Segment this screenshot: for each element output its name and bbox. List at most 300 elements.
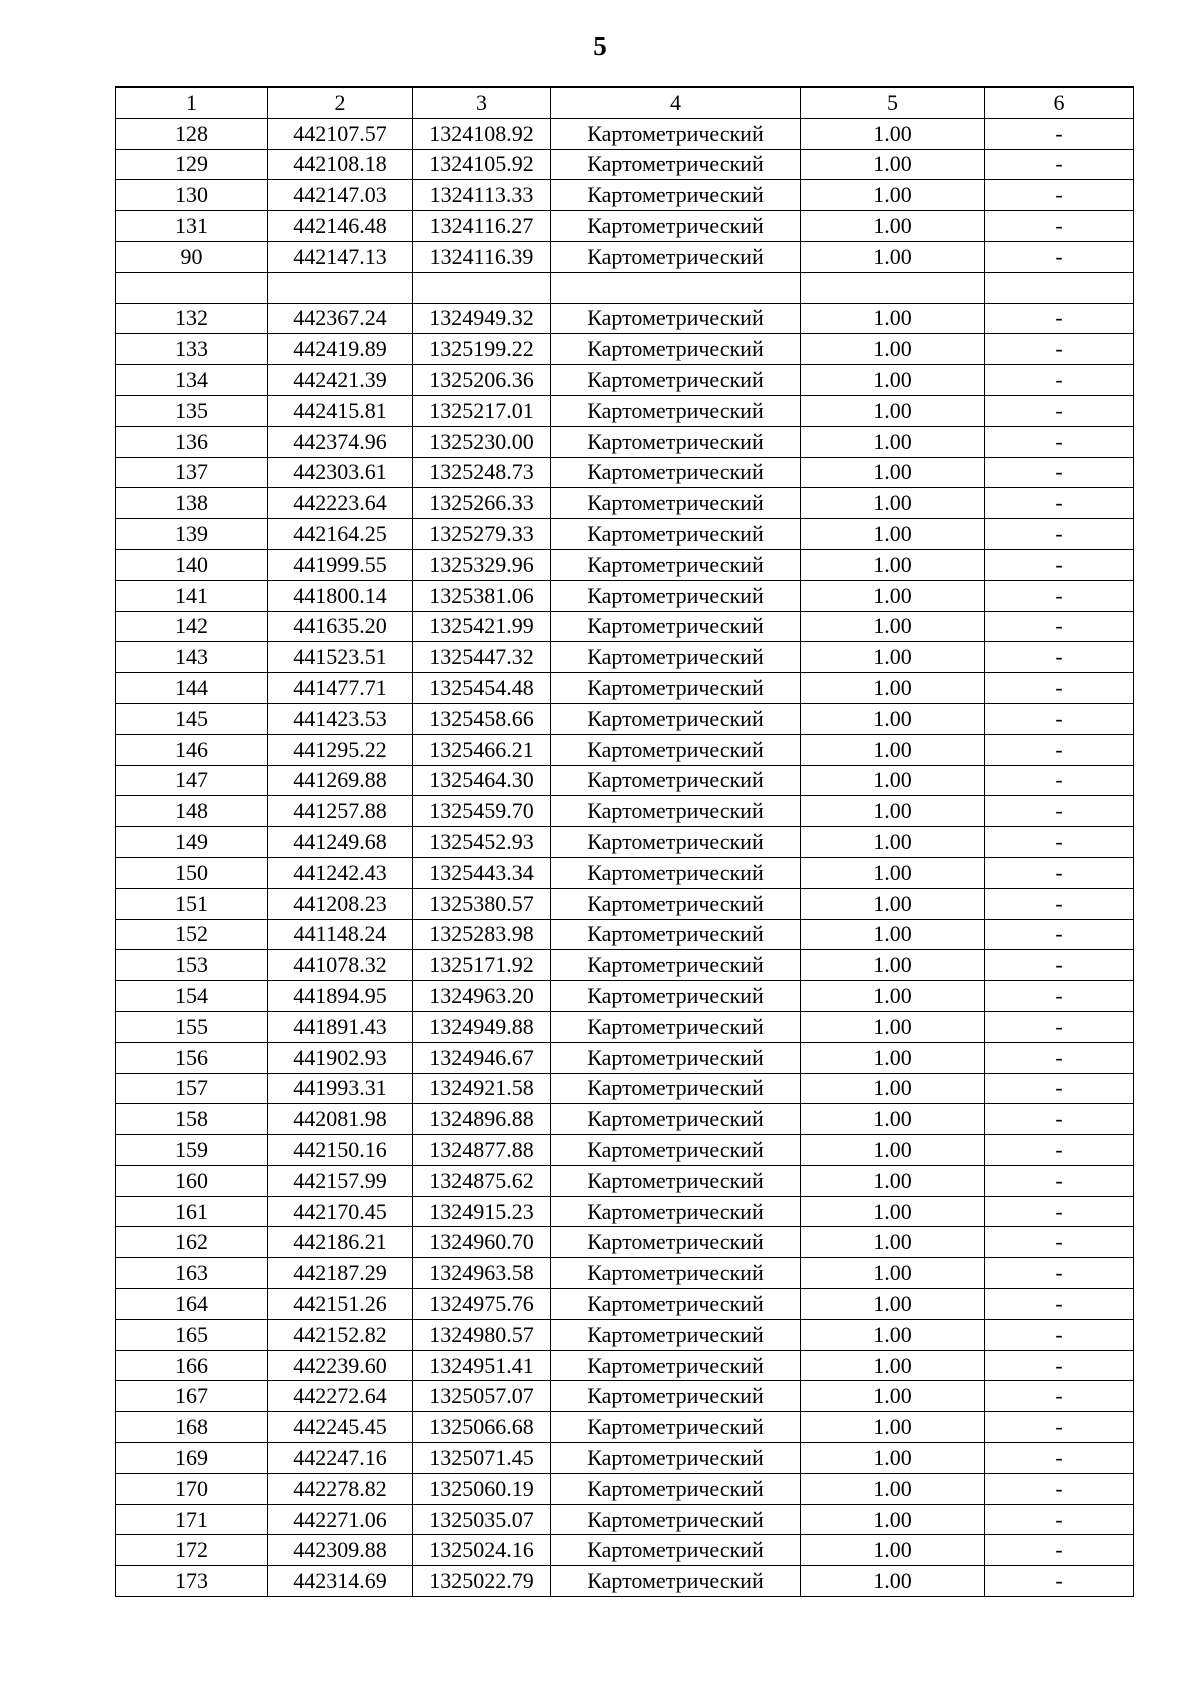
- table-row: [116, 211, 1134, 242]
- table-row: [116, 673, 1134, 704]
- x-coordinate-cell: 442374.96: [268, 426, 413, 457]
- x-coordinate-cell: 441249.68: [268, 827, 413, 858]
- note-cell: -: [985, 303, 1134, 334]
- point-number-cell: 90: [116, 241, 268, 272]
- table-row: [116, 1504, 1134, 1535]
- accuracy-cell: 1.00: [801, 1135, 985, 1166]
- note-cell: -: [985, 519, 1134, 550]
- note-cell: -: [985, 1319, 1134, 1350]
- note-cell: -: [985, 919, 1134, 950]
- method-cell: Картометрический: [551, 1104, 801, 1135]
- y-coordinate-cell: 1325452.93: [413, 827, 551, 858]
- table-row: [116, 765, 1134, 796]
- method-cell: Картометрический: [551, 334, 801, 365]
- x-coordinate-cell: 441635.20: [268, 611, 413, 642]
- accuracy-cell: 1.00: [801, 395, 985, 426]
- x-coordinate-cell: 442108.18: [268, 149, 413, 180]
- y-coordinate-cell: 1325057.07: [413, 1381, 551, 1412]
- point-number-cell: 142: [116, 611, 268, 642]
- point-number-cell: 139: [116, 519, 268, 550]
- x-coordinate-cell: 442187.29: [268, 1258, 413, 1289]
- point-number-cell: 140: [116, 549, 268, 580]
- note-cell: -: [985, 1350, 1134, 1381]
- point-number-cell: 149: [116, 827, 268, 858]
- accuracy-cell: [801, 272, 985, 303]
- accuracy-cell: 1.00: [801, 1104, 985, 1135]
- method-cell: Картометрический: [551, 118, 801, 149]
- accuracy-cell: 1.00: [801, 919, 985, 950]
- x-coordinate-cell: 442157.99: [268, 1165, 413, 1196]
- x-coordinate-cell: 442107.57: [268, 118, 413, 149]
- accuracy-cell: 1.00: [801, 642, 985, 673]
- note-cell: -: [985, 765, 1134, 796]
- method-cell: Картометрический: [551, 1535, 801, 1566]
- accuracy-cell: 1.00: [801, 1073, 985, 1104]
- note-cell: -: [985, 334, 1134, 365]
- accuracy-cell: 1.00: [801, 673, 985, 704]
- point-number-cell: 158: [116, 1104, 268, 1135]
- point-number-cell: 147: [116, 765, 268, 796]
- method-cell: Картометрический: [551, 395, 801, 426]
- point-number-cell: 161: [116, 1196, 268, 1227]
- method-cell: Картометрический: [551, 180, 801, 211]
- y-coordinate-cell: 1324116.27: [413, 211, 551, 242]
- table-row: [116, 1412, 1134, 1443]
- table-row: [116, 1165, 1134, 1196]
- table-row: [116, 1227, 1134, 1258]
- x-coordinate-cell: 441423.53: [268, 703, 413, 734]
- x-coordinate-cell: 441800.14: [268, 580, 413, 611]
- x-coordinate-cell: 442314.69: [268, 1566, 413, 1597]
- y-coordinate-cell: 1325206.36: [413, 365, 551, 396]
- table-row: [116, 1319, 1134, 1350]
- note-cell: -: [985, 1473, 1134, 1504]
- x-coordinate-cell: 442421.39: [268, 365, 413, 396]
- y-coordinate-cell: 1325071.45: [413, 1443, 551, 1474]
- table-row: [116, 827, 1134, 858]
- y-coordinate-cell: 1324875.62: [413, 1165, 551, 1196]
- point-number-cell: 166: [116, 1350, 268, 1381]
- note-cell: -: [985, 1258, 1134, 1289]
- accuracy-cell: 1.00: [801, 1350, 985, 1381]
- table-row: [116, 1104, 1134, 1135]
- x-coordinate-cell: 442419.89: [268, 334, 413, 365]
- x-coordinate-cell: 442278.82: [268, 1473, 413, 1504]
- point-number-cell: 148: [116, 796, 268, 827]
- table-row: [116, 488, 1134, 519]
- x-coordinate-cell: 442309.88: [268, 1535, 413, 1566]
- point-number-cell: 129: [116, 149, 268, 180]
- note-cell: -: [985, 580, 1134, 611]
- coordinates-table: [115, 86, 1134, 1597]
- y-coordinate-cell: 1324963.58: [413, 1258, 551, 1289]
- accuracy-cell: 1.00: [801, 1473, 985, 1504]
- accuracy-cell: 1.00: [801, 1042, 985, 1073]
- point-number-cell: 130: [116, 180, 268, 211]
- accuracy-cell: 1.00: [801, 1289, 985, 1320]
- accuracy-cell: 1.00: [801, 1319, 985, 1350]
- y-coordinate-cell: 1325464.30: [413, 765, 551, 796]
- header-cell: 4: [551, 87, 801, 118]
- y-coordinate-cell: 1325421.99: [413, 611, 551, 642]
- x-coordinate-cell: 442164.25: [268, 519, 413, 550]
- method-cell: Картометрический: [551, 1443, 801, 1474]
- header-cell: 3: [413, 87, 551, 118]
- note-cell: -: [985, 827, 1134, 858]
- note-cell: -: [985, 950, 1134, 981]
- note-cell: -: [985, 642, 1134, 673]
- y-coordinate-cell: 1324975.76: [413, 1289, 551, 1320]
- x-coordinate-cell: 442247.16: [268, 1443, 413, 1474]
- method-cell: Картометрический: [551, 365, 801, 396]
- point-number-cell: 131: [116, 211, 268, 242]
- method-cell: Картометрический: [551, 642, 801, 673]
- note-cell: -: [985, 1381, 1134, 1412]
- x-coordinate-cell: 441269.88: [268, 765, 413, 796]
- point-number-cell: 160: [116, 1165, 268, 1196]
- note-cell: -: [985, 1042, 1134, 1073]
- table-row: [116, 426, 1134, 457]
- table-row: [116, 1042, 1134, 1073]
- y-coordinate-cell: 1325217.01: [413, 395, 551, 426]
- accuracy-cell: 1.00: [801, 580, 985, 611]
- accuracy-cell: 1.00: [801, 334, 985, 365]
- accuracy-cell: 1.00: [801, 241, 985, 272]
- x-coordinate-cell: [268, 272, 413, 303]
- accuracy-cell: 1.00: [801, 1165, 985, 1196]
- note-cell: -: [985, 1289, 1134, 1320]
- note-cell: -: [985, 1443, 1134, 1474]
- table-row: [116, 1289, 1134, 1320]
- point-number-cell: 162: [116, 1227, 268, 1258]
- method-cell: Картометрический: [551, 241, 801, 272]
- note-cell: -: [985, 1504, 1134, 1535]
- table-row: [116, 457, 1134, 488]
- note-cell: -: [985, 457, 1134, 488]
- y-coordinate-cell: 1325454.48: [413, 673, 551, 704]
- method-cell: Картометрический: [551, 703, 801, 734]
- y-coordinate-cell: 1325443.34: [413, 857, 551, 888]
- note-cell: -: [985, 611, 1134, 642]
- table-row: [116, 1073, 1134, 1104]
- accuracy-cell: 1.00: [801, 1412, 985, 1443]
- x-coordinate-cell: 441208.23: [268, 888, 413, 919]
- method-cell: Картометрический: [551, 1289, 801, 1320]
- point-number-cell: 169: [116, 1443, 268, 1474]
- point-number-cell: 172: [116, 1535, 268, 1566]
- accuracy-cell: 1.00: [801, 827, 985, 858]
- note-cell: -: [985, 241, 1134, 272]
- accuracy-cell: 1.00: [801, 796, 985, 827]
- note-cell: -: [985, 1412, 1134, 1443]
- point-number-cell: 138: [116, 488, 268, 519]
- y-coordinate-cell: 1324946.67: [413, 1042, 551, 1073]
- y-coordinate-cell: 1324116.39: [413, 241, 551, 272]
- method-cell: Картометрический: [551, 519, 801, 550]
- point-number-cell: 168: [116, 1412, 268, 1443]
- note-cell: -: [985, 426, 1134, 457]
- x-coordinate-cell: 441242.43: [268, 857, 413, 888]
- accuracy-cell: 1.00: [801, 1381, 985, 1412]
- x-coordinate-cell: 442146.48: [268, 211, 413, 242]
- x-coordinate-cell: 442147.13: [268, 241, 413, 272]
- point-number-cell: 154: [116, 981, 268, 1012]
- note-cell: -: [985, 857, 1134, 888]
- accuracy-cell: 1.00: [801, 1011, 985, 1042]
- point-number-cell: 164: [116, 1289, 268, 1320]
- y-coordinate-cell: 1325060.19: [413, 1473, 551, 1504]
- table-row: [116, 1381, 1134, 1412]
- accuracy-cell: 1.00: [801, 549, 985, 580]
- note-cell: -: [985, 1011, 1134, 1042]
- table-separator-row: [116, 272, 1134, 303]
- y-coordinate-cell: 1325459.70: [413, 796, 551, 827]
- table-row: [116, 241, 1134, 272]
- table-body: [116, 87, 1134, 1597]
- note-cell: -: [985, 1227, 1134, 1258]
- header-cell: 6: [985, 87, 1134, 118]
- note-cell: -: [985, 703, 1134, 734]
- point-number-cell: 150: [116, 857, 268, 888]
- point-number-cell: 156: [116, 1042, 268, 1073]
- table-row: [116, 180, 1134, 211]
- x-coordinate-cell: 441477.71: [268, 673, 413, 704]
- method-cell: Картометрический: [551, 765, 801, 796]
- table-row: [116, 1473, 1134, 1504]
- y-coordinate-cell: 1325171.92: [413, 950, 551, 981]
- method-cell: Картометрический: [551, 426, 801, 457]
- note-cell: -: [985, 1104, 1134, 1135]
- method-cell: Картометрический: [551, 1165, 801, 1196]
- table-row: [116, 919, 1134, 950]
- method-cell: Картометрический: [551, 1504, 801, 1535]
- accuracy-cell: 1.00: [801, 118, 985, 149]
- y-coordinate-cell: 1325380.57: [413, 888, 551, 919]
- method-cell: Картометрический: [551, 1073, 801, 1104]
- header-cell: 1: [116, 87, 268, 118]
- y-coordinate-cell: 1325199.22: [413, 334, 551, 365]
- point-number-cell: 143: [116, 642, 268, 673]
- table-row: [116, 1258, 1134, 1289]
- table-row: [116, 857, 1134, 888]
- method-cell: Картометрический: [551, 919, 801, 950]
- accuracy-cell: 1.00: [801, 426, 985, 457]
- accuracy-cell: 1.00: [801, 1196, 985, 1227]
- x-coordinate-cell: 441891.43: [268, 1011, 413, 1042]
- y-coordinate-cell: 1325381.06: [413, 580, 551, 611]
- table-row: [116, 519, 1134, 550]
- method-cell: Картометрический: [551, 1566, 801, 1597]
- point-number-cell: 163: [116, 1258, 268, 1289]
- table-row: [116, 1566, 1134, 1597]
- y-coordinate-cell: [413, 272, 551, 303]
- method-cell: Картометрический: [551, 1412, 801, 1443]
- note-cell: -: [985, 211, 1134, 242]
- y-coordinate-cell: 1324951.41: [413, 1350, 551, 1381]
- accuracy-cell: 1.00: [801, 1566, 985, 1597]
- accuracy-cell: 1.00: [801, 365, 985, 396]
- x-coordinate-cell: 442367.24: [268, 303, 413, 334]
- table-row: [116, 395, 1134, 426]
- method-cell: Картометрический: [551, 673, 801, 704]
- y-coordinate-cell: 1324108.92: [413, 118, 551, 149]
- accuracy-cell: 1.00: [801, 857, 985, 888]
- method-cell: Картометрический: [551, 1042, 801, 1073]
- accuracy-cell: 1.00: [801, 303, 985, 334]
- y-coordinate-cell: 1325066.68: [413, 1412, 551, 1443]
- y-coordinate-cell: 1324921.58: [413, 1073, 551, 1104]
- x-coordinate-cell: 441078.32: [268, 950, 413, 981]
- accuracy-cell: 1.00: [801, 1535, 985, 1566]
- accuracy-cell: 1.00: [801, 1443, 985, 1474]
- method-cell: Картометрический: [551, 580, 801, 611]
- point-number-cell: [116, 272, 268, 303]
- point-number-cell: 133: [116, 334, 268, 365]
- note-cell: -: [985, 1135, 1134, 1166]
- accuracy-cell: 1.00: [801, 611, 985, 642]
- x-coordinate-cell: 441894.95: [268, 981, 413, 1012]
- y-coordinate-cell: 1325458.66: [413, 703, 551, 734]
- x-coordinate-cell: 442415.81: [268, 395, 413, 426]
- note-cell: -: [985, 888, 1134, 919]
- x-coordinate-cell: 442272.64: [268, 1381, 413, 1412]
- method-cell: Картометрический: [551, 1473, 801, 1504]
- y-coordinate-cell: 1324949.32: [413, 303, 551, 334]
- method-cell: Картометрический: [551, 888, 801, 919]
- method-cell: [551, 272, 801, 303]
- table-row: [116, 796, 1134, 827]
- accuracy-cell: 1.00: [801, 1504, 985, 1535]
- method-cell: Картометрический: [551, 149, 801, 180]
- y-coordinate-cell: 1324896.88: [413, 1104, 551, 1135]
- y-coordinate-cell: 1325279.33: [413, 519, 551, 550]
- x-coordinate-cell: 442245.45: [268, 1412, 413, 1443]
- note-cell: -: [985, 981, 1134, 1012]
- header-cell: 2: [268, 87, 413, 118]
- x-coordinate-cell: 442151.26: [268, 1289, 413, 1320]
- table-row: [116, 303, 1134, 334]
- page-number: 5: [593, 31, 607, 61]
- y-coordinate-cell: 1324915.23: [413, 1196, 551, 1227]
- note-cell: -: [985, 365, 1134, 396]
- point-number-cell: 152: [116, 919, 268, 950]
- point-number-cell: 167: [116, 1381, 268, 1412]
- note-cell: -: [985, 1566, 1134, 1597]
- y-coordinate-cell: 1325035.07: [413, 1504, 551, 1535]
- method-cell: Картометрический: [551, 827, 801, 858]
- point-number-cell: 170: [116, 1473, 268, 1504]
- table-row: [116, 1196, 1134, 1227]
- table-row: [116, 642, 1134, 673]
- x-coordinate-cell: 442147.03: [268, 180, 413, 211]
- accuracy-cell: 1.00: [801, 211, 985, 242]
- table-row: [116, 1350, 1134, 1381]
- y-coordinate-cell: 1325022.79: [413, 1566, 551, 1597]
- y-coordinate-cell: 1324960.70: [413, 1227, 551, 1258]
- point-number-cell: 144: [116, 673, 268, 704]
- accuracy-cell: 1.00: [801, 888, 985, 919]
- method-cell: Картометрический: [551, 981, 801, 1012]
- header-cell: 5: [801, 87, 985, 118]
- accuracy-cell: 1.00: [801, 149, 985, 180]
- x-coordinate-cell: 442170.45: [268, 1196, 413, 1227]
- method-cell: Картометрический: [551, 1381, 801, 1412]
- table-row: [116, 888, 1134, 919]
- x-coordinate-cell: 442239.60: [268, 1350, 413, 1381]
- note-cell: -: [985, 673, 1134, 704]
- table-row: [116, 365, 1134, 396]
- method-cell: Картометрический: [551, 1227, 801, 1258]
- point-number-cell: 145: [116, 703, 268, 734]
- point-number-cell: 135: [116, 395, 268, 426]
- method-cell: Картометрический: [551, 457, 801, 488]
- table-row: [116, 703, 1134, 734]
- method-cell: Картометрический: [551, 857, 801, 888]
- note-cell: -: [985, 118, 1134, 149]
- accuracy-cell: 1.00: [801, 488, 985, 519]
- y-coordinate-cell: 1324105.92: [413, 149, 551, 180]
- y-coordinate-cell: 1324980.57: [413, 1319, 551, 1350]
- table-row: [116, 1135, 1134, 1166]
- point-number-cell: 155: [116, 1011, 268, 1042]
- point-number-cell: 134: [116, 365, 268, 396]
- method-cell: Картометрический: [551, 1319, 801, 1350]
- y-coordinate-cell: 1324877.88: [413, 1135, 551, 1166]
- y-coordinate-cell: 1325466.21: [413, 734, 551, 765]
- method-cell: Картометрический: [551, 211, 801, 242]
- note-cell: -: [985, 180, 1134, 211]
- accuracy-cell: 1.00: [801, 1227, 985, 1258]
- accuracy-cell: 1.00: [801, 765, 985, 796]
- y-coordinate-cell: 1325248.73: [413, 457, 551, 488]
- note-cell: -: [985, 549, 1134, 580]
- point-number-cell: 128: [116, 118, 268, 149]
- x-coordinate-cell: 442152.82: [268, 1319, 413, 1350]
- point-number-cell: 137: [116, 457, 268, 488]
- table-row: [116, 950, 1134, 981]
- method-cell: Картометрический: [551, 1011, 801, 1042]
- table-row: [116, 1535, 1134, 1566]
- method-cell: Картометрический: [551, 1196, 801, 1227]
- x-coordinate-cell: 441999.55: [268, 549, 413, 580]
- x-coordinate-cell: 442303.61: [268, 457, 413, 488]
- table-row: [116, 580, 1134, 611]
- method-cell: Картометрический: [551, 488, 801, 519]
- x-coordinate-cell: 441295.22: [268, 734, 413, 765]
- table-row: [116, 549, 1134, 580]
- point-number-cell: 157: [116, 1073, 268, 1104]
- x-coordinate-cell: 441148.24: [268, 919, 413, 950]
- note-cell: -: [985, 149, 1134, 180]
- table-row: [116, 1443, 1134, 1474]
- method-cell: Картометрический: [551, 1350, 801, 1381]
- note-cell: -: [985, 796, 1134, 827]
- table-row: [116, 1011, 1134, 1042]
- accuracy-cell: 1.00: [801, 519, 985, 550]
- note-cell: -: [985, 1535, 1134, 1566]
- method-cell: Картометрический: [551, 734, 801, 765]
- accuracy-cell: 1.00: [801, 950, 985, 981]
- y-coordinate-cell: 1325230.00: [413, 426, 551, 457]
- accuracy-cell: 1.00: [801, 180, 985, 211]
- accuracy-cell: 1.00: [801, 1258, 985, 1289]
- method-cell: Картометрический: [551, 1135, 801, 1166]
- y-coordinate-cell: 1324963.20: [413, 981, 551, 1012]
- x-coordinate-cell: 442150.16: [268, 1135, 413, 1166]
- y-coordinate-cell: 1325024.16: [413, 1535, 551, 1566]
- table-row: [116, 611, 1134, 642]
- table-row: [116, 118, 1134, 149]
